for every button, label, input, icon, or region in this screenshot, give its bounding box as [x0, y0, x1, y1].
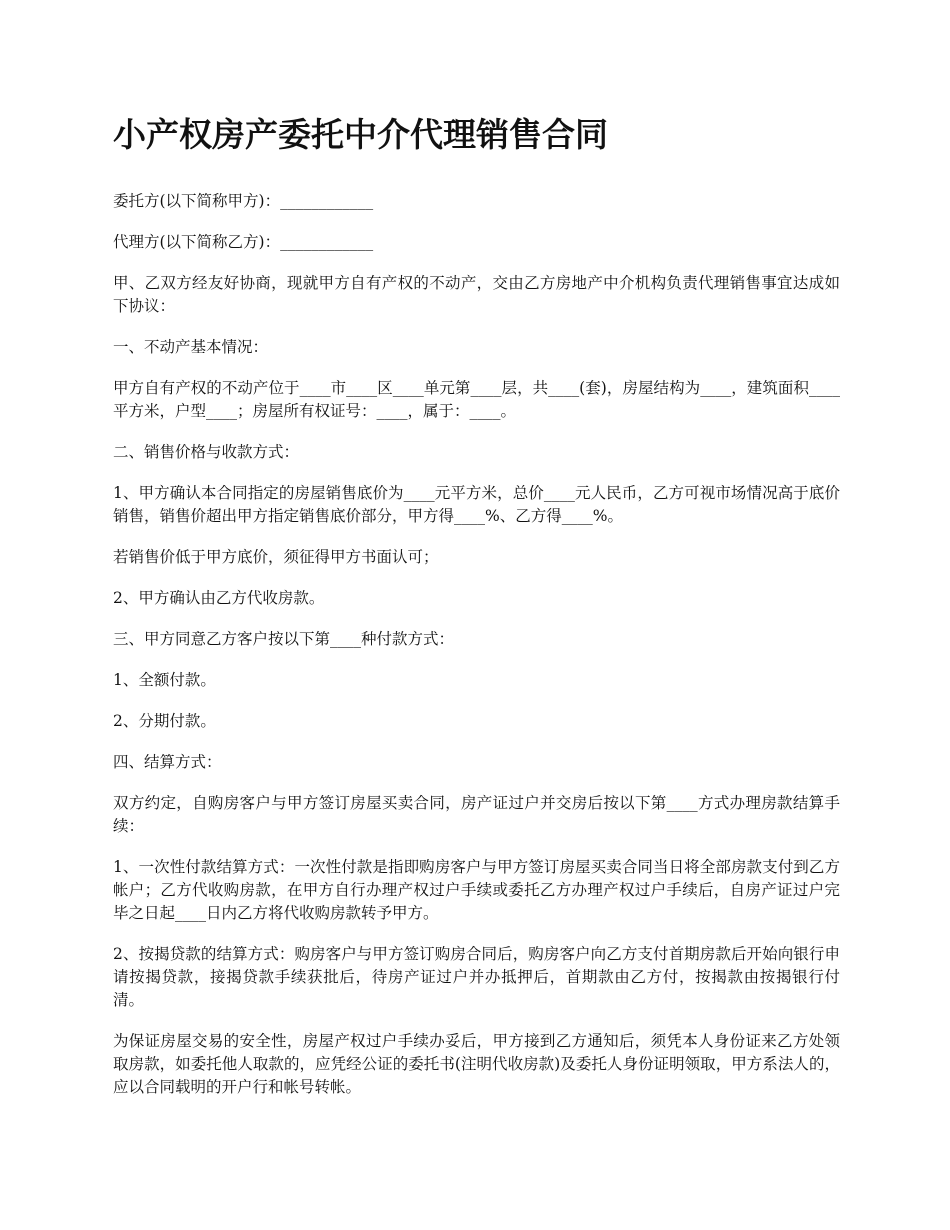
section-heading-payment: 三、甲方同意乙方客户按以下第____种付款方式： [113, 630, 455, 648]
document-title: 小产权房产委托中介代理销售合同 [113, 115, 608, 154]
security-clause: 为保证房屋交易的安全性，房屋产权过户手续办妥后，甲方接到乙方通知后，须凭本人身份证来乙方处领取房款，如委托他人取款的，应凭经公证的委托书(注明代收房款)及委托人身份证明领取，甲方系法人的，应以合同载明的开户行和帐号转帐。 [113, 1032, 840, 1096]
document-page [113, 108, 840, 1117]
section-heading-price: 二、销售价格与收款方式： [113, 443, 300, 461]
payment-option-2: 2、分期付款。 [113, 712, 216, 730]
price-clause-note: 若销售价低于甲方底价，须征得甲方书面认可； [113, 548, 439, 566]
section-heading-property: 一、不动产基本情况： [113, 338, 269, 356]
section-heading-settlement: 四、结算方式： [113, 753, 222, 771]
payment-option-1: 1、全额付款。 [113, 671, 216, 689]
party-a-line: 委托方(以下简称甲方)：____________ [113, 192, 374, 210]
settlement-intro: 双方约定，自购房客户与甲方签订房屋买卖合同，房产证过户并交房后按以下第____方式办理房款结算手续： [113, 794, 840, 835]
intro-paragraph: 甲、乙双方经友好协商，现就甲方自有产权的不动产，交由乙方房地产中介机构负责代理销售事宜达成如下协议： [113, 274, 840, 315]
party-b-line: 代理方(以下简称乙方)：____________ [113, 233, 374, 251]
settlement-clause-1: 1、一次性付款结算方式：一次性付款是指即购房客户与甲方签订房屋买卖合同当日将全部房款支付到乙方帐户；乙方代收购房款，在甲方自行办理产权过户手续或委托乙方办理产权过户手续后，自房产证过户完毕之日起____日内乙方将代收购房款转予甲方。 [113, 858, 840, 922]
price-clause-1: 1、甲方确认本合同指定的房屋销售底价为____元平方米，总价____元人民币，乙方可视市场情况高于底价销售，销售价超出甲方指定销售底价部分，甲方得____%、乙方得____%。 [113, 484, 840, 525]
settlement-clause-2: 2、按揭贷款的结算方式：购房客户与甲方签订购房合同后，购房客户向乙方支付首期房款后开始向银行申请按揭贷款，接揭贷款手续获批后，待房产证过户并办抵押后，首期款由乙方付，按揭款由按揭银行付清。 [113, 945, 840, 1009]
price-clause-2: 2、甲方确认由乙方代收房款。 [113, 589, 325, 607]
property-details-paragraph: 甲方自有产权的不动产位于____市____区____单元第____层，共____(套)，房屋结构为____，建筑面积____平方米，户型____；房屋所有权证号：____，属于：____。 [113, 379, 840, 420]
